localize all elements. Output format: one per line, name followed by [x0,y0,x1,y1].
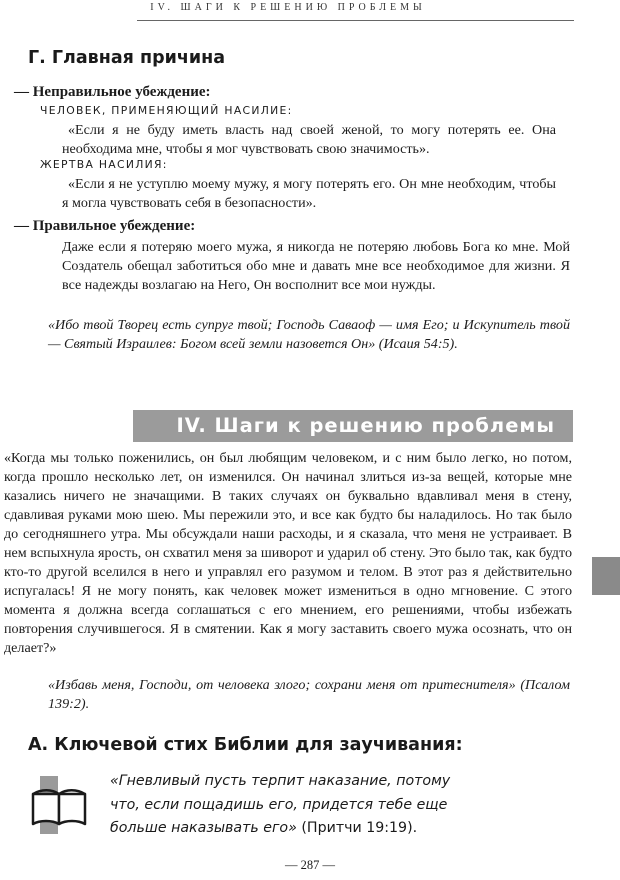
side-tab [592,557,620,595]
story-quote: «Когда мы только поженились, он был любящим человеком, и с ним было легко, но потом, когда прошло несколько лет, он изменился. Он начинал злиться из-за вещей, которые мне казались ничего не значащими. В таких случаях он буквально вдавливал меня в стену, сдавливая руками мою шею. Мы пережили это, и все как будто бы наладилось. Но так было до сегодняшнего утра. Мы обсуждали наши расходы, и я сказала, что меня не устраивает. В нем вспыхнула ярость, он схватил меня за шиворот и ударил об стену. Это было так, как будто кто-то другой вселился в него и управлял его разумом и телом. В этот раз я действительно испугалась! Я не могу понять, как человек может измениться в одно мгновение. С этого момента я должна всегда соглашаться с его мнением, его решениями, чтобы избежать повторения случившегося. Я в смятении. Как я могу заставить своего мужа осознать, что он делает?» [4,450,572,656]
section-g-heading: Г. Главная причина [28,48,226,68]
wrong-belief-label: — Неправильное убеждение: [14,84,211,100]
section-a-heading: А. Ключевой стих Библии для заучивания: [28,735,463,755]
page-number: — 287 — [285,858,335,872]
header-rule [137,20,574,21]
open-book-icon [30,774,92,836]
victim-label: ЖЕРТВА НАСИЛИЯ: [40,158,168,171]
right-belief-text: Даже если я потеряю моего мужа, я никогда не потеряю любовь Бога ко мне. Мой Создатель обещал заботиться обо мне и давать мне все необходимое для жизни. Я все надежды возлагаю на Него, Он восполнит все мои нужды. [62,239,570,293]
memory-verse [110,770,470,841]
abuser-label: ЧЕЛОВЕК, ПРИМЕНЯЮЩИЙ НАСИЛИЕ: [40,104,293,117]
running-head: IV. ШАГИ К РЕШЕНИЮ ПРОБЛЕМЫ [150,2,426,13]
isaiah-scripture: «Ибо твой Творец есть супруг твой; Господь Саваоф — имя Его; и Искупитель твой — Святый Израилев: Богом всей земли назовется Он» (Исаия 54:5). [48,317,570,352]
psalm-scripture: «Избавь меня, Господи, от человека злого; сохрани меня от притеснителя» (Псалом 139:2). [48,677,570,712]
victim-quote: «Если я не уступлю моему мужу, я могу потерять его. Он мне необходим, чтобы я могла чувствовать себя в безопасности». [62,176,556,211]
memory-verse-reference: (Притчи 19:19). [301,820,418,836]
right-belief-label: — Правильное убеждение: [14,218,196,234]
abuser-quote: «Если я не буду иметь власть над своей женой, то могу потерять ее. Она необходима мне, чтобы я мог чувствовать свою значимость». [62,122,556,157]
section-banner [133,410,573,442]
memory-verse-text: «Гневливый пусть терпит наказание, потому что, если пощадишь его, придется тебе еще больше наказывать его» [110,773,451,836]
banner-title: IV. Шаги к решению проблемы [176,414,555,437]
